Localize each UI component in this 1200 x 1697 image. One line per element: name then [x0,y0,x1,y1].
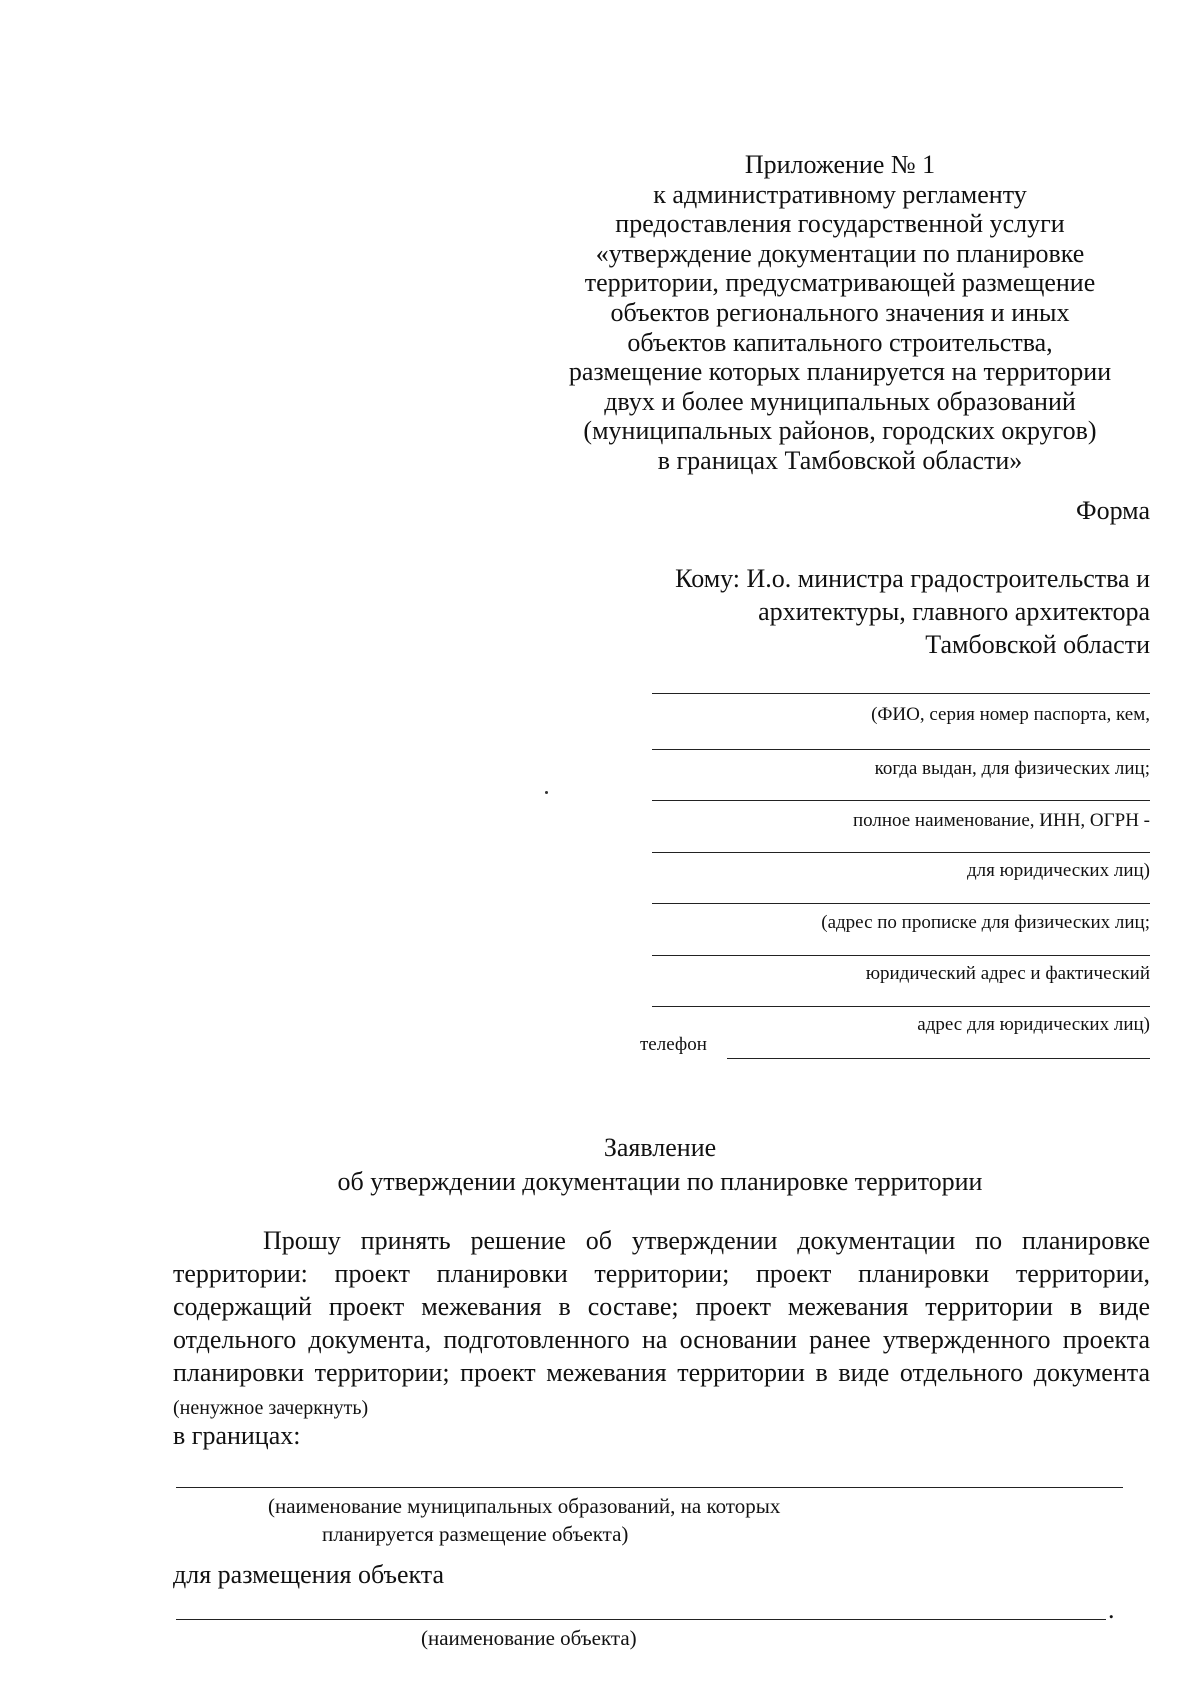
object-caption: (наименование объекта) [421,1626,637,1650]
phone-label: телефон [640,1034,707,1055]
object-line[interactable] [176,1619,1106,1620]
appendix-line: предоставления государственной услуги [615,209,1065,239]
appendix-line: территории, предусматривающей размещение [584,268,1096,298]
form-label: Форма [1076,496,1150,525]
applicant-caption: когда выдан, для физических лиц; [874,758,1150,779]
appendix-line: размещение которых планируется на территории [568,357,1112,387]
addressee-line: Тамбовской области [925,630,1150,659]
boundaries-caption: (наименование муниципальных образований, на которых [268,1494,781,1518]
addressee [675,562,1150,661]
addressee-line: Кому: И.о. министра градостроительства и [675,564,1150,593]
boundaries-caption: планируется размещение объекта) [322,1522,629,1546]
appendix-line: двух и более муниципальных образований [604,386,1076,416]
appendix-line: (муниципальных районов, городских округов) [583,416,1097,446]
appendix-line: Приложение № 1 [744,150,936,179]
appendix-line: «утверждение документации по планировке [595,238,1085,268]
strike-note: (ненужное зачеркнуть) [173,1397,369,1419]
appendix-header [520,150,1160,476]
applicant-legal-address-line[interactable] [652,955,1150,956]
boundaries-line[interactable] [176,1487,1123,1488]
object-line-period: . [1108,1595,1115,1624]
appendix-line: в границах Тамбовской области» [657,445,1023,475]
applicant-org-details-line[interactable] [652,852,1150,853]
statement-body [173,1224,1150,1425]
scan-speck [545,791,548,794]
object-label: для размещения объекта [173,1560,445,1589]
appendix-line: объектов регионального значения и иных [610,297,1070,327]
statement-title: Заявление [603,1133,717,1162]
applicant-caption: (ФИО, серия номер паспорта, кем, [871,704,1150,725]
statement-body-text: Прошу принять решение об утверждении документации по планировке территории: проект планировки территории; проект планировки территории, содержащий проект межевания в составе; проект межевания территории в виде отдельного документа, подготовленного на основании ранее утвержденного проекта планировки территории; проект межевания территории в виде отдельного документа [173,1226,1150,1387]
appendix-line: к административному регламенту [653,179,1027,209]
applicant-address-line[interactable] [652,903,1150,904]
addressee-line: архитектуры, главного архитектора [758,597,1150,626]
boundaries-label: в границах: [173,1421,301,1450]
applicant-org-line[interactable] [652,800,1150,801]
phone-line[interactable] [727,1058,1150,1059]
applicant-caption: (адрес по прописке для физических лиц; [821,912,1150,933]
applicant-caption: юридический адрес и фактический [865,963,1150,984]
appendix-line: объектов капитального строительства, [627,327,1053,357]
applicant-passport-line[interactable] [652,749,1150,750]
statement-subtitle: об утверждении документации по планировке территории [337,1167,983,1196]
applicant-name-line[interactable] [652,693,1150,694]
applicant-actual-address-line[interactable] [652,1006,1150,1007]
applicant-caption: для юридических лиц) [966,860,1150,881]
applicant-caption: полное наименование, ИНН, ОГРН - [852,810,1150,831]
applicant-caption: адрес для юридических лиц) [917,1014,1150,1035]
